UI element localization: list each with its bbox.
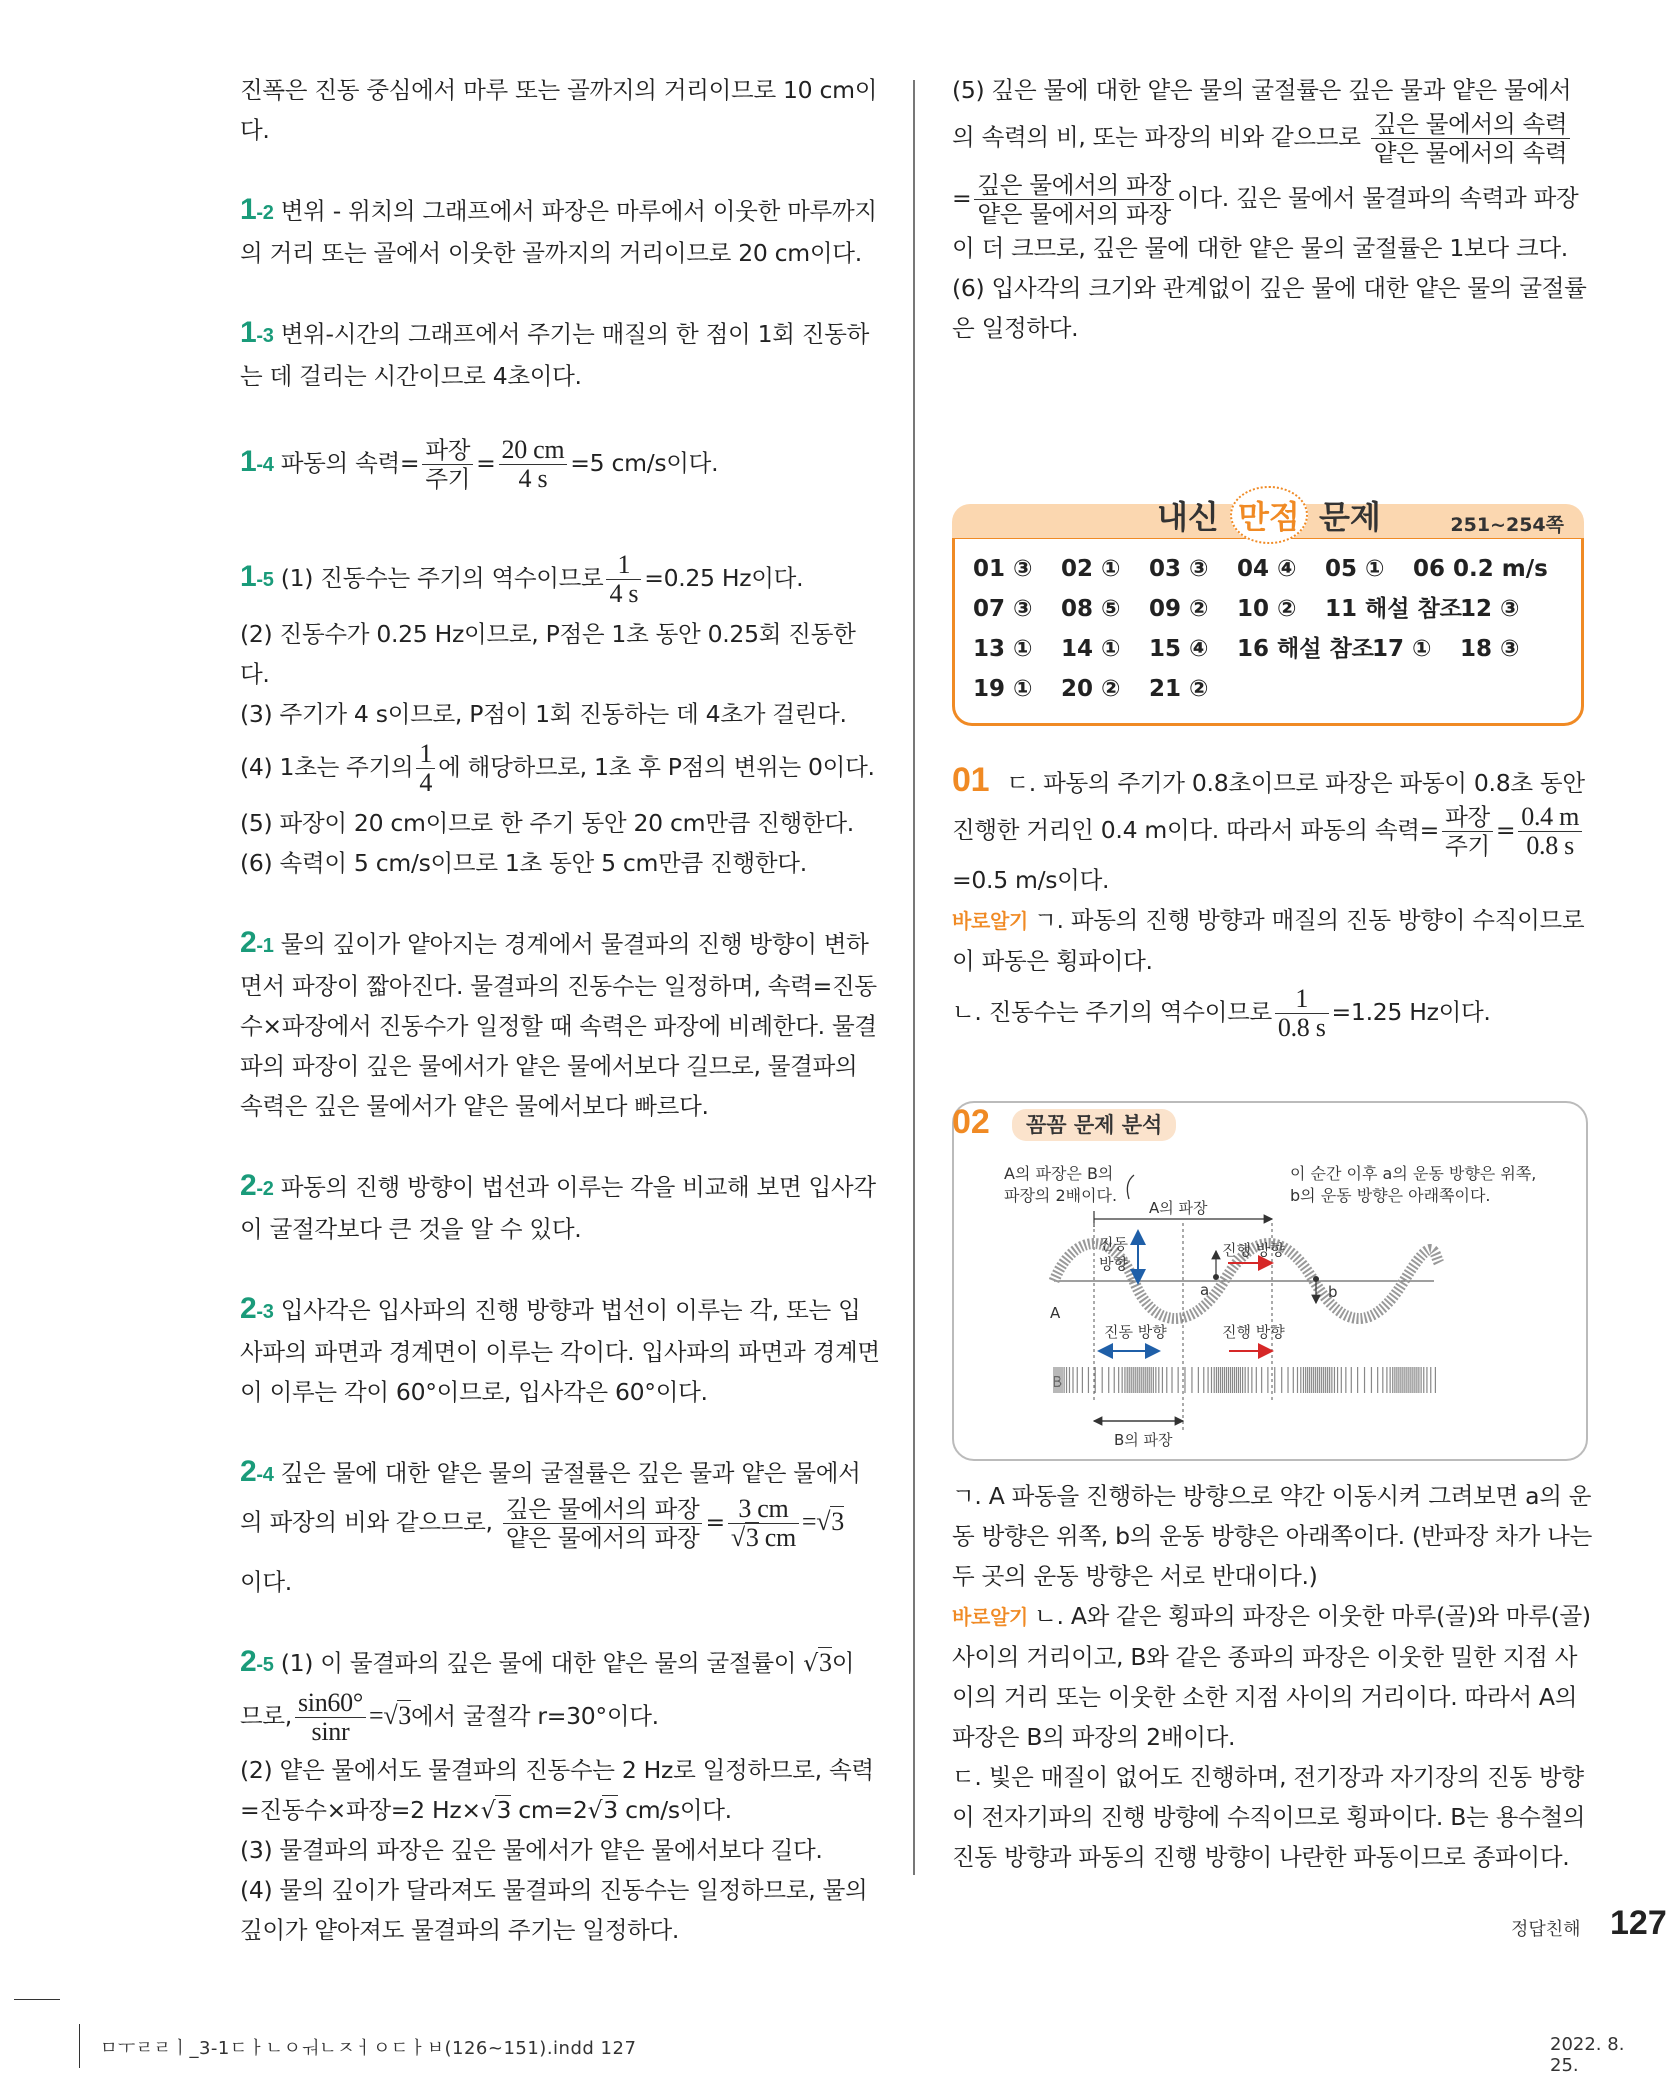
equation-prefix: 파동의 속력=	[280, 449, 420, 477]
question-02-explanation	[952, 1476, 1592, 1877]
point-b-label: b	[1328, 1283, 1338, 1301]
section-2-1	[240, 923, 880, 1126]
fraction-cm: $\frac{3 cm}{√3 cm}$	[728, 1495, 799, 1552]
page-range: 251~254쪽	[1450, 514, 1564, 536]
a-wavelength-label: A의 파장	[1149, 1199, 1208, 1217]
wave-figure-box	[952, 1101, 1588, 1461]
answer-item: 12 ③	[1460, 596, 1520, 622]
fraction-quarter: $\frac{1}{4}$	[416, 740, 435, 797]
correction-label: 바로알기	[952, 909, 1029, 933]
left-column	[240, 70, 880, 1990]
answer-item: 20 ②	[1061, 676, 1121, 702]
page-number: 127	[1610, 1904, 1667, 1942]
section-number: 2-1	[240, 926, 274, 959]
print-date: 2022. 8. 25.	[1550, 2034, 1625, 2076]
line-text: (2) 얕은 물에서도 물결파의 진동수는 2 Hz로 일정하므로, 속력	[240, 1756, 874, 1784]
vibration-label-b: 진동 방향	[1104, 1323, 1167, 1341]
section-2-3	[240, 1289, 880, 1412]
answer-item: 15 ④	[1149, 636, 1209, 662]
propagation-label-b: 진행 방향	[1222, 1323, 1285, 1341]
section-text: 변위 - 위치의 그래프에서 파장은 마루에서 이웃한 마루까지의 거리 또는 골에서 이웃한 골까지의 거리이므로 20 cm이다.	[240, 197, 877, 267]
fraction-one-over-period: $\frac{1}{4 s}$	[606, 551, 641, 608]
answer-item: 11 해설 참조	[1325, 596, 1462, 622]
line-text: (6) 입사각의 크기와 관계없이 깊은 물에 대한 얕은 물의 굴절률은 일정하다.	[952, 274, 1587, 342]
answer-item: 21 ②	[1149, 676, 1209, 702]
analysis-tag: 꼼꼼 문제 분석	[1012, 1109, 1176, 1141]
line-text: ㄴ. A와 같은 횡파의 파장은 이웃한 마루(골)와 마루(골) 사이의 거리이고, B와 같은 종파의 파장은 이웃한 밀한 지점 사이의 거리 또는 이웃한 소한 지점 사이의 거리이다. 따라서 A의 파장은 B의 파장의 2배이다.	[952, 1602, 1591, 1751]
section-number: 2-5	[240, 1645, 274, 1678]
section-2-2	[240, 1166, 880, 1249]
answer-item: 05 ①	[1325, 556, 1385, 582]
line-text: (6) 속력이 5 cm/s이므로 1초 동안 5 cm만큼 진행한다.	[240, 849, 807, 877]
line-text: =진동수×파장=2 Hz×√3 cm=2√3 cm/s이다.	[240, 1796, 732, 1824]
section-number: 2-4	[240, 1455, 274, 1488]
fraction-sine: $\frac{\sin 60^\circ}{\sin r}$	[295, 1689, 366, 1746]
line-text: =0.5 m/s이다.	[952, 866, 1110, 894]
section-text: 깊은 물에 대한 얕은 물의 굴절률은 깊은 물과 얕은 물에서의 파장의 비와 같으므로,	[240, 1459, 861, 1536]
fraction-wavelength-period: $\frac{\text{파장}}{\text{주기}}$	[422, 436, 473, 493]
section-number: 2-2	[240, 1169, 274, 1202]
equation-result: =5 cm/s이다.	[570, 449, 719, 477]
line-text: ㄷ. 빛은 매질이 없어도 진행하며, 전기장과 자기장의 진동 방향이 전자기파의 진행 방향에 수직이므로 횡파이다. B는 용수철의 진동 방향과 파동의 진행 방향이 나란한 파동이므로 종파이다.	[952, 1763, 1586, 1871]
section-number: 1-5	[240, 560, 274, 593]
answer-row	[973, 669, 1563, 709]
line-text: (3) 물결파의 파장은 깊은 물에서가 얕은 물에서보다 길다.	[240, 1836, 823, 1864]
answer-row	[973, 549, 1563, 589]
answer-item: 07 ③	[973, 596, 1033, 622]
longitudinal-spring-b	[1054, 1367, 1435, 1393]
section-2-5: 2-5 (1) 이 물결파의 깊은 물에 대한 얕은 물의 굴절률이 √3이 므로, $\frac{\sin 60^\circ}{\sin r}$ =√3에서 굴절각 r=30°이다. (2) 얕은 물에서도 물결파의 진동수는 2 Hz로 일정하므로, 속력 =진동수×파장=2 Hz×√3 cm=2√3 cm/s이다. (3) 물결파의 파장은 깊은 물에서가 얕은 물에서보다 길다. (4) 물의 깊이가 달라져도 물결파의 진동수는 일정하므로, 물의 깊이가 얕아져도 물결파의 주기는 일정하다.	[240, 1642, 880, 1950]
answer-grid	[952, 536, 1584, 726]
answer-item: 03 ③	[1149, 556, 1209, 582]
vibration-label: 진동	[1099, 1235, 1128, 1253]
answer-key-box	[952, 498, 1584, 726]
section-text: 입사각은 입사파의 진행 방향과 법선이 이루는 각, 또는 입사파의 파면과 경계면이 이루는 각이다. 입사파의 파면과 경계면이 이루는 각이 60°이므로, 입사각은 60°이다.	[240, 1296, 880, 1406]
right-column: (5) 깊은 물에 대한 얕은 물의 굴절률은 깊은 물과 얕은 물에서의 속력의 비, 또는 파장의 비와 같으므로 $\frac{\text{깊은 물에서의 속력}}{\text{얕은 물에서의 속력}}$ = $\frac{\text{깊은 물에서의 파장}}{\text{얕은 물에서의 파장}}$ 이다. 깊은 물에서 물결파의 속력과 파장이 더 크므로, 깊은 물에 대한 얕은 물의 굴절률은 1보다 크다. (6) 입사각의 크기와 관계없이 깊은 물에 대한 얕은 물의 굴절률은 일정하다.	[952, 70, 1592, 348]
line-text: ㄱ. 파동의 진행 방향과 매질의 진동 방향이 수직이므로 이 파동은 횡파이다.	[952, 906, 1585, 975]
line-text: (3) 주기가 4 s이므로, P점이 1회 진동하는 데 4초가 걸린다.	[240, 700, 847, 728]
print-slug: ㅁㅜㄹㄹㅣ_3-1ㄷㅏㄴㅇㅝㄴㅈㅓㅇㄷㅏㅂ(126~151).indd 127	[100, 2038, 637, 2059]
line-text: (4) 물의 깊이가 달라져도 물결파의 진동수는 일정하므로, 물의 깊이가 얕아져도 물결파의 주기는 일정하다.	[240, 1876, 868, 1944]
answer-item: 13 ①	[973, 636, 1033, 662]
propagation-label: 진행 방향	[1222, 1241, 1285, 1259]
annotation-pointer	[1127, 1175, 1134, 1199]
fraction-wavelength-ratio: $\frac{\text{깊은 물에서의 파장}}{\text{얕은 물에서의 파장}}$	[503, 1495, 703, 1552]
section-number: 1-4	[240, 445, 274, 478]
answer-item: 08 ⑤	[1061, 596, 1121, 622]
line-text: 이다. 깊은 물에서 물결파의 속력과 파장이 더 크므로, 깊은 물에 대한 얕은 물의 굴절률은 1보다 크다.	[952, 184, 1579, 262]
answer-key-title: 내신 만점 문제	[1157, 486, 1381, 544]
line-text: 에 해당하므로, 1초 후 P점의 변위는 0이다.	[438, 753, 875, 781]
answer-row	[973, 629, 1563, 669]
answer-row	[973, 589, 1563, 629]
answer-item: 01 ③	[973, 556, 1033, 582]
fraction-speed-ratio: $\frac{\text{깊은 물에서의 속력}}{\text{얕은 물에서의 속력}}$	[1371, 110, 1571, 167]
intro-text: 진폭은 진동 중심에서 마루 또는 골까지의 거리이므로 10 cm이다.	[240, 76, 878, 144]
line-text: =0.25 Hz이다.	[644, 564, 804, 592]
section-text: 물의 깊이가 얕아지는 경계에서 물결파의 진행 방향이 변하면서 파장이 짧아진다. 물결파의 진동수는 일정하며, 속력=진동수×파장에서 진동수가 일정할 때 속력은 파장에 비례한다. 물결파의 파장이 깊은 물에서가 얕은 물에서보다 길므로, 물결파의 속력은 깊은 물에서가 얕은 물에서보다 빠르다.	[240, 930, 877, 1120]
line-text: (5) 깊은 물에 대한 얕은 물의 굴절률은 깊은 물과 얕은 물에서의 속력의 비, 또는 파장의 비와 같으므로	[952, 76, 1572, 151]
correction-label: 바로알기	[952, 1605, 1029, 1629]
label-a: A	[1050, 1304, 1061, 1322]
section-1-4: 1-4 파동의 속력= $\frac{\text{파장}}{\text{주기}}$ = $\frac{20 cm}{4 s}$ =5 cm/s이다.	[240, 435, 719, 493]
footer-label: 정답친해	[1511, 1919, 1581, 1940]
line-text: =1.25 Hz이다.	[1331, 998, 1491, 1026]
label-b: B	[1052, 1373, 1063, 1391]
section-1-2	[240, 190, 880, 273]
answer-item: 18 ③	[1460, 636, 1520, 662]
line-text: (1) 진동수는 주기의 역수이므로	[280, 564, 604, 592]
vibration-label-2: 방향	[1099, 1255, 1128, 1273]
section-2-4: 2-4 깊은 물에 대한 얕은 물의 굴절률은 깊은 물과 얕은 물에서의 파장의 비와 같으므로, $\frac{\text{깊은 물에서의 파장}}{\text{얕은 물에서의 파장}}$ = $\frac{3 cm}{√3 cm}$ =√3 이다.	[240, 1452, 880, 1602]
answer-item: 17 ①	[1372, 636, 1432, 662]
section-1-5	[240, 551, 880, 883]
line-text: (5) 파장이 20 cm이므로 한 주기 동안 20 cm만큼 진행한다.	[240, 809, 854, 837]
wave-diagram	[954, 1103, 1586, 1459]
answer-item: 10 ②	[1237, 596, 1297, 622]
annotation-motion-2: b의 운동 방향은 아래쪽이다.	[1290, 1186, 1491, 1205]
question-number: 01	[952, 761, 990, 799]
fraction-values: $\frac{0.4 m}{0.8 s}$	[1518, 803, 1582, 860]
annotation-wavelength-ratio: A의 파장은 B의	[1004, 1164, 1114, 1183]
answer-item: 04 ④	[1237, 556, 1297, 582]
answer-item: 09 ②	[1149, 596, 1209, 622]
answer-item: 14 ①	[1061, 636, 1121, 662]
answer-key-header	[952, 498, 1584, 536]
line-text: ㄱ. A 파동을 진행하는 방향으로 약간 이동시켜 그려보면 a의 운동 방향은 위쪽, b의 운동 방향은 아래쪽이다. (반파장 차가 나는 두 곳의 운동 방향은 서로 반대이다.)	[952, 1482, 1592, 1590]
annotation-motion: 이 순간 이후 a의 운동 방향은 위쪽,	[1290, 1164, 1537, 1183]
section-number: 1-3	[240, 316, 274, 349]
section-text: 변위-시간의 그래프에서 주기는 매질의 한 점이 1회 진동하는 데 걸리는 시간이므로 4초이다.	[240, 320, 869, 390]
line-text: (1) 이 물결파의 깊은 물에 대한 얕은 물의 굴절률이	[280, 1649, 797, 1677]
answer-item: 19 ①	[973, 676, 1033, 702]
column-divider	[913, 80, 915, 1875]
fraction-values: $\frac{20 cm}{4 s}$	[499, 436, 568, 493]
line-text: 에서 굴절각 r=30°이다.	[411, 1702, 659, 1730]
answer-item: 06 0.2 m/s	[1413, 556, 1548, 582]
fraction-one-over-period: $\frac{1}{0.8 s}$	[1275, 985, 1329, 1042]
fraction-wavelength-period: $\frac{\text{파장}}{\text{주기}}$	[1442, 803, 1493, 860]
crop-mark	[79, 2024, 80, 2068]
section-number: 1-2	[240, 193, 274, 226]
question-01: 01 ㄷ. 파동의 주기가 0.8초이므로 파장은 파동이 0.8초 동안 진행한 거리인 0.4 m이다. 따라서 파동의 속력= $\frac{\text{파장}}{\text{주기}}$ = $\frac{0.4 m}{0.8 s}$ =0.5 m/s이다. 바로알기 ㄱ. 파동의 진행 방향과 매질의 진동 방향이 수직이므로 이 파동은 횡파이다. ㄴ. 진동수는 주기의 역수이므로 $\frac{1}{0.8 s}$ =1.25 Hz이다.	[952, 760, 1592, 1042]
answer-item: 02 ①	[1061, 556, 1121, 582]
line-text: (2) 진동수가 0.25 Hz이므로, P점은 1초 동안 0.25회 진동한다.	[240, 620, 856, 688]
b-wavelength-label: B의 파장	[1114, 1431, 1173, 1449]
question-number: 02	[952, 1103, 990, 1141]
line-text: (4) 1초는 주기의	[240, 753, 414, 781]
section-number: 2-3	[240, 1292, 274, 1325]
line-text: ㄴ. 진동수는 주기의 역수이므로	[952, 998, 1272, 1026]
line-text: ㄷ. 파동의 주기가 0.8초이므로 파장은 파동이 0.8초 동안 진행한 거리인 0.4 m이다. 따라서 파동의 속력=	[952, 769, 1585, 844]
answer-item: 16 해설 참조	[1237, 636, 1374, 662]
section-end-text: 이다.	[240, 1568, 292, 1596]
section-text: 파동의 진행 방향이 법선과 이루는 각을 비교해 보면 입사각이 굴절각보다 큰 것을 알 수 있다.	[240, 1173, 876, 1243]
section-1-3	[240, 313, 880, 396]
line-text: 므로,	[240, 1702, 292, 1730]
fraction-wavelength-ratio: $\frac{\text{깊은 물에서의 파장}}{\text{얕은 물에서의 파장}}$	[974, 171, 1174, 228]
annotation-wavelength-ratio-2: 파장의 2배이다.	[1004, 1186, 1118, 1205]
crop-mark	[14, 1999, 60, 2000]
point-a-label: a	[1200, 1281, 1210, 1299]
